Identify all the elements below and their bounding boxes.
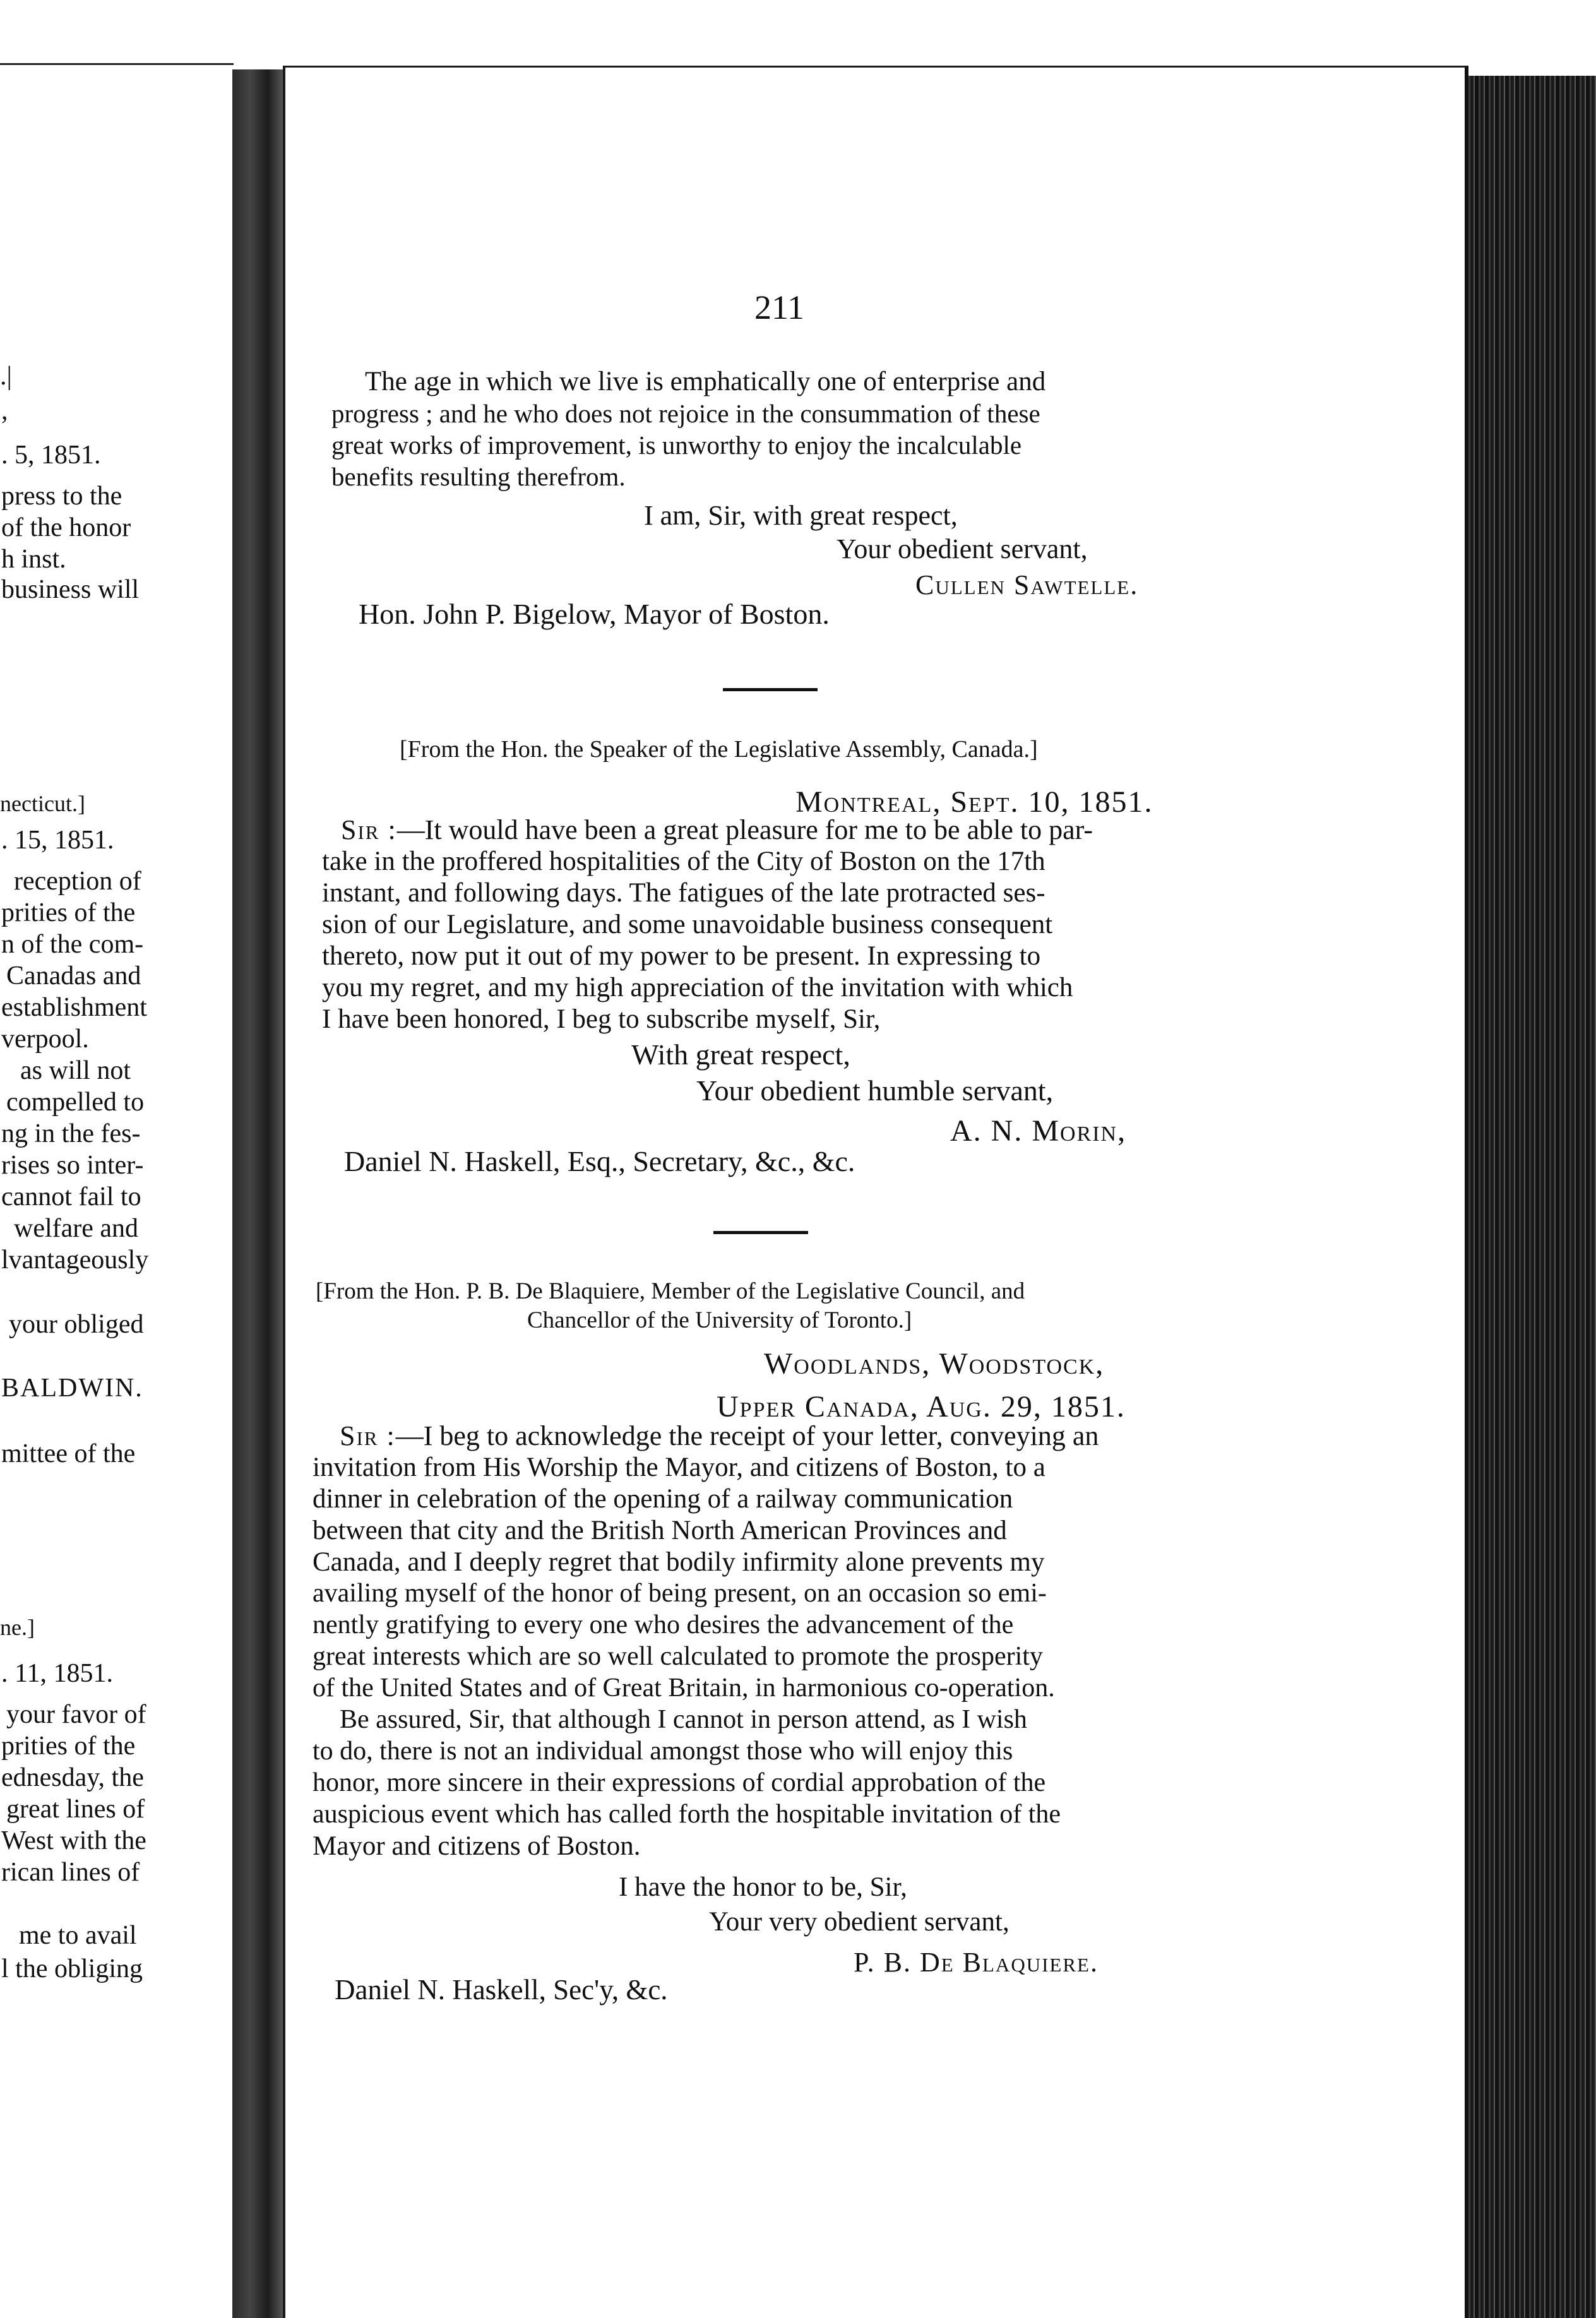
left-page-line: business will	[1, 575, 140, 604]
letter-heading: [From the Hon. the Speaker of the Legislative Assembly, Canada.]	[400, 736, 1038, 763]
body-line: of the United States and of Great Britain, in harmonious co-operation.	[313, 1673, 1055, 1703]
left-page-line: establishment	[1, 993, 147, 1022]
left-page-line: me to avail	[19, 1921, 137, 1950]
body-line: availing myself of the honor of being present, on an occasion so emi-	[313, 1579, 1047, 1608]
left-page-line: prities of the	[1, 1732, 136, 1761]
signature: A. N. Morin,	[950, 1114, 1127, 1148]
body-line: I have been honored, I beg to subscribe myself, Sir,	[322, 1004, 881, 1034]
body-line: take in the proffered hospitalities of the City of Boston on the 17th	[322, 847, 1045, 876]
body-text: —It would have been a great pleasure for me to be able to par-	[396, 814, 1093, 845]
left-page-line: . 15, 1851.	[1, 826, 114, 855]
left-page-line: necticut.]	[0, 791, 85, 816]
body-line: invitation from His Worship the Mayor, and citizens of Boston, to a	[313, 1453, 1045, 1482]
left-page-top-edge	[0, 63, 234, 71]
left-page-line: rises so inter-	[1, 1151, 144, 1180]
section-divider	[723, 688, 818, 691]
letter-heading: Chancellor of the University of Toronto.]	[527, 1307, 912, 1333]
body-line: The age in which we live is emphatically one of enterprise and	[365, 367, 1046, 396]
body-line: dinner in celebration of the opening of a railway communication	[313, 1484, 1013, 1514]
left-page-line: lvantageously	[1, 1245, 149, 1275]
left-page-line: Canadas and	[6, 961, 141, 990]
dateline: Woodlands, Woodstock,	[764, 1347, 1105, 1381]
dateline: Montreal, Sept. 10, 1851.	[795, 785, 1153, 819]
body-line	[341, 816, 1093, 844]
salutation: Sir :	[340, 1420, 396, 1451]
body-line: great interests which are so well calculated to promote the prosperity	[313, 1642, 1043, 1671]
body-line: thereto, now put it out of my power to be present. In expressing to	[322, 941, 1041, 971]
letter-heading: [From the Hon. P. B. De Blaquiere, Member of the Legislative Council, and	[316, 1278, 1025, 1304]
left-page-line: press to the	[1, 482, 122, 511]
left-page-line: prities of the	[1, 898, 136, 927]
left-page-line: ,	[1, 396, 8, 425]
left-page-line: . 11, 1851.	[1, 1659, 113, 1688]
signature: Cullen Sawtelle.	[915, 569, 1139, 600]
body-line: instant, and following days. The fatigues of the late protracted ses-	[322, 878, 1045, 908]
left-page-line: l the obliging	[1, 1954, 143, 1983]
closing-line: Your obedient servant,	[837, 533, 1088, 564]
left-page-line: .|	[0, 362, 12, 391]
left-page-line: great lines of	[6, 1795, 145, 1824]
left-page-line: your favor of	[6, 1700, 146, 1729]
left-page-line: welfare and	[14, 1214, 139, 1243]
left-page-line: as will not	[20, 1056, 131, 1085]
left-page-line: ednesday, the	[1, 1763, 144, 1792]
closing-line: Your obedient humble servant,	[696, 1074, 1054, 1107]
closing-line: Your very obedient servant,	[709, 1907, 1009, 1937]
left-page-line: West with the	[1, 1826, 146, 1855]
left-page-line: . 5, 1851.	[1, 441, 101, 470]
body-line: between that city and the British North American Provinces and	[313, 1516, 1007, 1545]
book-gutter	[232, 69, 283, 2318]
closing-line: I am, Sir, with great respect,	[644, 500, 958, 531]
left-page-line: rican lines of	[1, 1858, 140, 1887]
salutation: Sir :	[341, 814, 397, 845]
left-page-line: verpool.	[1, 1025, 89, 1054]
body-line: nently gratifying to every one who desires the advancement of the	[313, 1610, 1014, 1639]
left-page-line: cannot fail to	[1, 1182, 141, 1211]
left-page-line: compelled to	[6, 1088, 145, 1117]
addressee: Hon. John P. Bigelow, Mayor of Boston.	[359, 598, 830, 630]
addressee: Daniel N. Haskell, Sec'y, &c.	[335, 1974, 668, 2006]
left-page-line: ne.]	[0, 1615, 35, 1640]
left-page-line: BALDWIN.	[1, 1374, 143, 1403]
body-text: —I beg to acknowledge the receipt of your letter, conveying an	[395, 1420, 1099, 1451]
left-page-line: h inst.	[1, 545, 66, 574]
page-edges	[1465, 76, 1596, 2318]
body-line: to do, there is not an individual amongst those who will enjoy this	[313, 1737, 1013, 1766]
body-line: Be assured, Sir, that although I cannot in person attend, as I wish	[340, 1705, 1027, 1734]
left-page-line: your obliged	[9, 1310, 144, 1339]
addressee: Daniel N. Haskell, Esq., Secretary, &c., &c.	[344, 1145, 855, 1177]
body-line: Mayor and citizens of Boston.	[313, 1831, 641, 1861]
left-page-line: ng in the fes-	[1, 1119, 141, 1148]
body-line: you my regret, and my high appreciation of the invitation with which	[322, 973, 1073, 1002]
left-page-line: n of the com-	[1, 930, 144, 959]
body-line: honor, more sincere in their expressions of cordial approbation of the	[313, 1768, 1046, 1797]
body-line	[340, 1422, 1099, 1450]
left-page-line: of the honor	[1, 513, 131, 542]
closing-line: With great respect,	[631, 1038, 850, 1071]
page-number: 211	[754, 288, 804, 326]
signature: P. B. De Blaquiere.	[854, 1947, 1099, 1978]
left-page-line: mittee of the	[1, 1439, 136, 1468]
body-line: benefits resulting therefrom.	[331, 462, 626, 491]
closing-line: I have the honor to be, Sir,	[619, 1872, 907, 1902]
dateline: Upper Canada, Aug. 29, 1851.	[717, 1390, 1126, 1423]
body-line: sion of our Legislature, and some unavoidable business consequent	[322, 910, 1053, 939]
body-line: auspicious event which has called forth the hospitable invitation of the	[313, 1800, 1061, 1829]
body-line: Canada, and I deeply regret that bodily infirmity alone prevents my	[313, 1547, 1045, 1577]
body-line: great works of improvement, is unworthy to enjoy the incalculable	[331, 431, 1022, 460]
left-page-line: reception of	[14, 867, 141, 896]
body-line: progress ; and he who does not rejoice in the consummation of these	[331, 399, 1040, 428]
section-divider	[713, 1231, 808, 1234]
